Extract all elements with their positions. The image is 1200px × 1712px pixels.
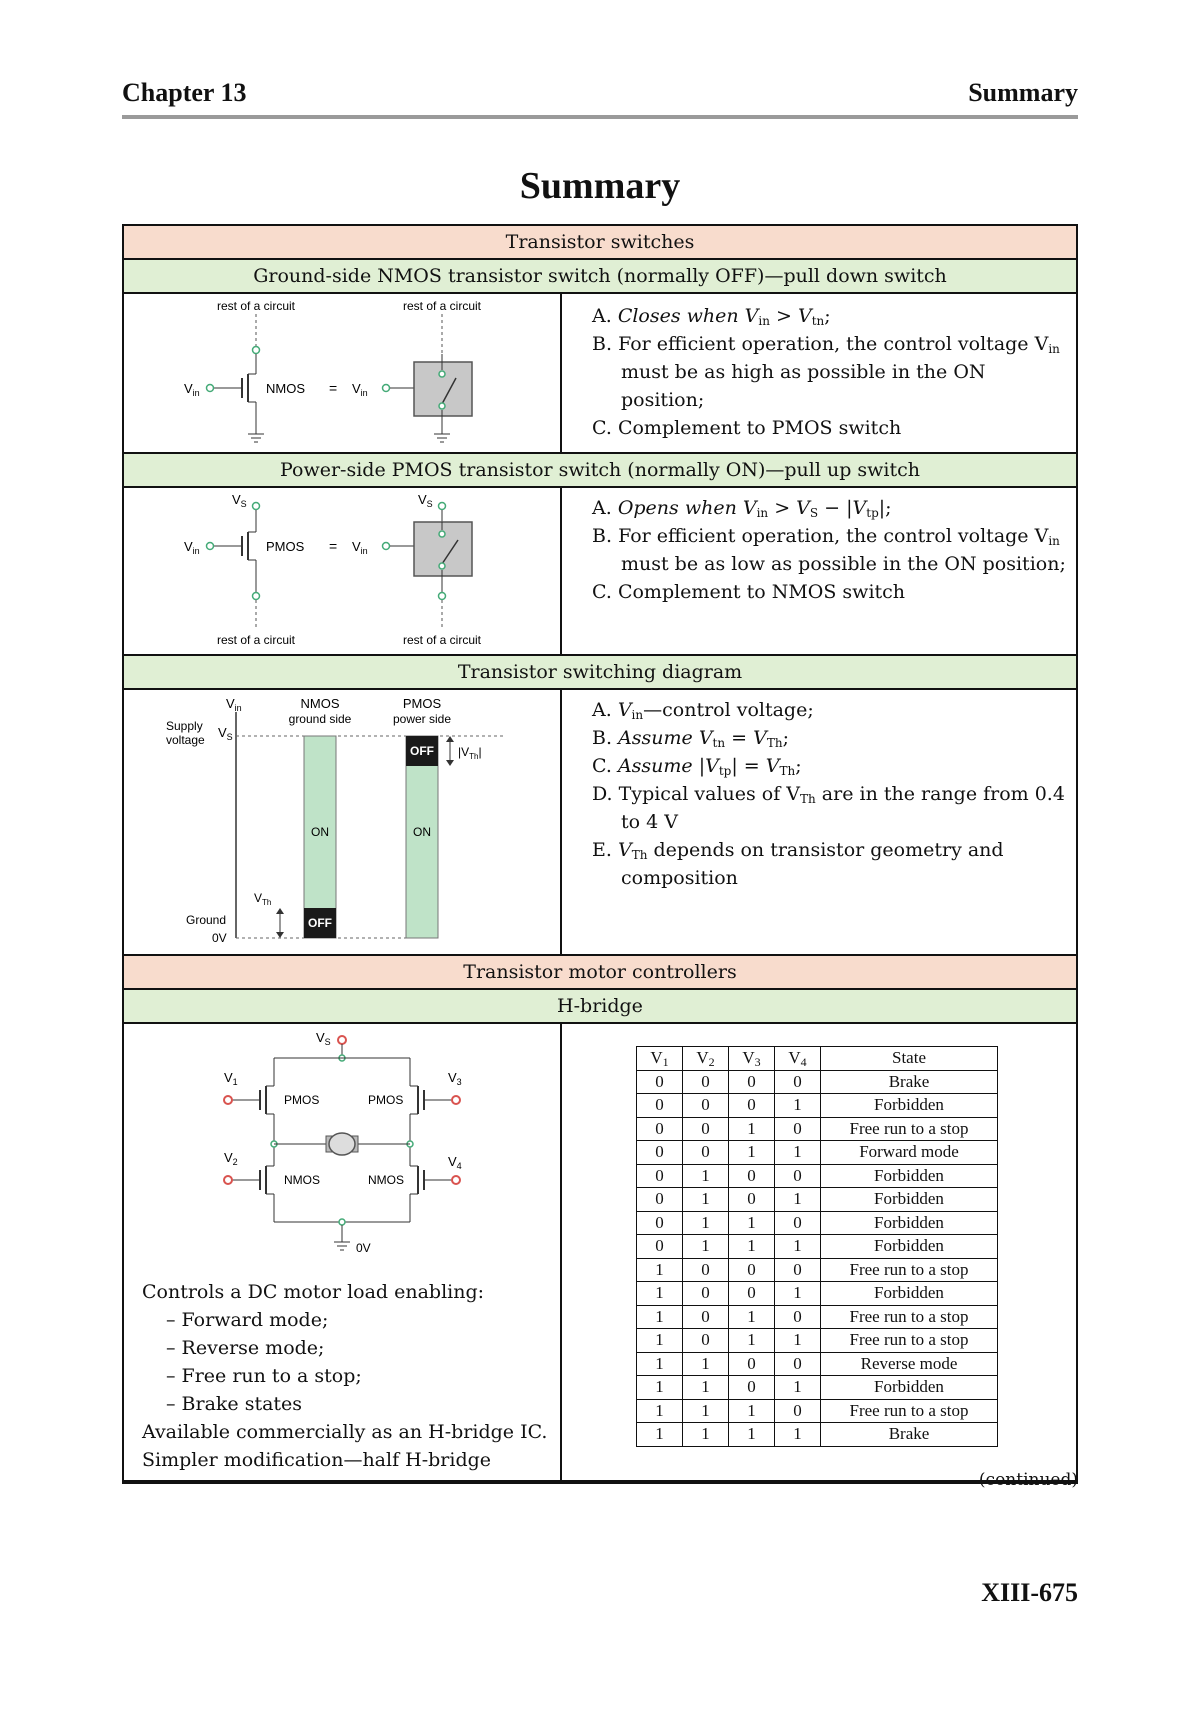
table-cell-bit: 0 xyxy=(729,1376,775,1400)
table-cell-bit: 0 xyxy=(775,1164,821,1188)
hb-gnd-label: 0V xyxy=(356,1241,371,1255)
table-cell-state: Free run to a stop xyxy=(821,1305,998,1329)
table-cell-bit: 1 xyxy=(683,1211,729,1235)
table-cell-bit: 1 xyxy=(729,1329,775,1353)
table-cell-bit: 1 xyxy=(683,1164,729,1188)
col-v3: $V_3$ xyxy=(729,1047,775,1071)
hb-pmos-right: PMOS xyxy=(368,1093,404,1107)
summary-table xyxy=(122,224,1078,1484)
pmos-row xyxy=(124,488,1076,656)
hb-text-0: Controls a DC motor load enabling: xyxy=(142,1281,485,1303)
table-cell-bit: 0 xyxy=(683,1094,729,1118)
band-transistor-switches: Transistor switches xyxy=(124,226,1076,260)
table-cell-bit: 1 xyxy=(637,1329,683,1353)
table-cell-bit: 0 xyxy=(683,1305,729,1329)
table-cell-bit: 1 xyxy=(775,1376,821,1400)
sw-pmos-head: PMOS xyxy=(402,696,442,711)
pmos-figure xyxy=(124,488,562,654)
table-row xyxy=(637,1070,998,1094)
table-cell-bit: 1 xyxy=(729,1305,775,1329)
nmos-top-label-2: rest of a circuit xyxy=(402,299,482,313)
table-cell-state: Forbidden xyxy=(821,1282,998,1306)
table-cell-state: Forward mode xyxy=(821,1141,998,1165)
table-cell-state: Brake xyxy=(821,1070,998,1094)
table-cell-bit: 1 xyxy=(683,1352,729,1376)
table-cell-state: Forbidden xyxy=(821,1094,998,1118)
pmos-name-label: PMOS xyxy=(266,539,305,554)
table-row xyxy=(637,1376,998,1400)
table-cell-bit: 0 xyxy=(729,1094,775,1118)
hb-text-1: – Forward mode; xyxy=(166,1309,329,1331)
nmos-item-c: C. Complement to PMOS switch xyxy=(592,417,902,439)
pmos-vin-label: $V_{in}$ xyxy=(184,539,200,556)
table-cell-state: Forbidden xyxy=(821,1376,998,1400)
sw-item-b: B. Assume $V_{tn} = V_{Th}$; xyxy=(592,727,789,750)
table-cell-bit: 0 xyxy=(637,1164,683,1188)
table-cell-bit: 1 xyxy=(637,1258,683,1282)
band-switching-diagram: Transistor switching diagram xyxy=(124,656,1076,690)
table-cell-bit: 0 xyxy=(775,1399,821,1423)
table-row xyxy=(637,1305,998,1329)
table-cell-bit: 1 xyxy=(729,1423,775,1447)
hbridge-figure xyxy=(124,1024,562,1480)
table-row xyxy=(637,1352,998,1376)
table-cell-bit: 0 xyxy=(729,1164,775,1188)
truth-table-header xyxy=(637,1047,998,1071)
table-cell-bit: 0 xyxy=(775,1352,821,1376)
band-h-bridge: H-bridge xyxy=(124,990,1076,1024)
table-cell-bit: 0 xyxy=(729,1282,775,1306)
hb-text-2: – Reverse mode; xyxy=(166,1337,325,1359)
continued-note: (continued) xyxy=(978,1470,1078,1490)
table-cell-bit: 1 xyxy=(775,1235,821,1259)
table-cell-state: Forbidden xyxy=(821,1235,998,1259)
table-cell-bit: 1 xyxy=(775,1141,821,1165)
table-cell-state: Free run to a stop xyxy=(821,1329,998,1353)
nmos-name-label: NMOS xyxy=(266,381,305,396)
pmos-equals: = xyxy=(329,538,338,554)
band-pmos-switch: Power-side PMOS transistor switch (normally ON)—pull up switch xyxy=(124,454,1076,488)
nmos-on-label: ON xyxy=(311,825,329,839)
nmos-vin-label: $V_{in}$ xyxy=(184,381,200,398)
table-row xyxy=(637,1235,998,1259)
pmos-switch-diagram xyxy=(124,488,560,654)
table-cell-bit: 0 xyxy=(683,1117,729,1141)
table-row xyxy=(637,1164,998,1188)
table-cell-bit: 1 xyxy=(683,1235,729,1259)
table-cell-bit: 0 xyxy=(775,1117,821,1141)
table-cell-bit: 1 xyxy=(683,1423,729,1447)
nmos-off-label: OFF xyxy=(308,916,332,930)
table-cell-bit: 1 xyxy=(775,1423,821,1447)
table-row xyxy=(637,1423,998,1447)
nmos-equals: = xyxy=(329,380,338,396)
table-row xyxy=(637,1188,998,1212)
header-rule xyxy=(122,115,1078,119)
hb-text-3: – Free run to a stop; xyxy=(166,1365,362,1387)
nmos-figure xyxy=(124,294,562,452)
table-row xyxy=(637,1329,998,1353)
hb-vs-label: $V_S$ xyxy=(316,1030,331,1047)
hb-v1-label: $V_1$ xyxy=(224,1070,238,1087)
nmos-switch-diagram xyxy=(124,294,560,452)
pmos-switch-vs-label: $V_S$ xyxy=(418,492,433,509)
sw-nmos-head: NMOS xyxy=(300,696,340,711)
hb-text-4: – Brake states xyxy=(166,1393,303,1415)
table-cell-bit: 0 xyxy=(637,1211,683,1235)
pmos-bottom-label-2: rest of a circuit xyxy=(402,633,482,647)
hbridge-row xyxy=(124,1024,1076,1480)
sw-vth-label: $V_{Th}$ xyxy=(254,891,272,907)
table-cell-bit: 0 xyxy=(729,1188,775,1212)
col-v4: $V_4$ xyxy=(775,1047,821,1071)
table-cell-bit: 0 xyxy=(729,1352,775,1376)
table-cell-bit: 0 xyxy=(637,1117,683,1141)
table-row xyxy=(637,1117,998,1141)
table-cell-bit: 1 xyxy=(729,1117,775,1141)
table-cell-state: Reverse mode xyxy=(821,1352,998,1376)
table-bottom-rule xyxy=(124,1480,1076,1482)
hb-nmos-right: NMOS xyxy=(368,1173,404,1187)
table-cell-bit: 0 xyxy=(775,1070,821,1094)
sw-ground-label: Ground xyxy=(186,913,227,927)
pmos-vs-label: $V_S$ xyxy=(232,492,247,509)
table-cell-bit: 0 xyxy=(637,1188,683,1212)
sw-nmos-sub: ground side xyxy=(288,712,352,726)
nmos-notes xyxy=(562,294,1076,452)
table-cell-bit: 1 xyxy=(637,1376,683,1400)
col-v1: $V_1$ xyxy=(637,1047,683,1071)
page-number: XIII-675 xyxy=(981,1578,1078,1607)
nmos-top-label-1: rest of a circuit xyxy=(216,299,296,313)
switching-diagram xyxy=(124,690,560,954)
sw-item-d: D. Typical values of $V_{Th}$ are in the range from 0.4 to 4 V xyxy=(592,783,1065,833)
hb-v2-label: $V_2$ xyxy=(224,1150,238,1167)
table-row xyxy=(637,1141,998,1165)
hb-v3-label: $V_3$ xyxy=(448,1070,462,1087)
table-cell-bit: 1 xyxy=(775,1329,821,1353)
col-state: State xyxy=(821,1047,998,1071)
table-cell-bit: 0 xyxy=(775,1258,821,1282)
table-cell-bit: 1 xyxy=(637,1352,683,1376)
table-cell-bit: 0 xyxy=(683,1282,729,1306)
table-cell-bit: 1 xyxy=(683,1376,729,1400)
pmos-switch-vin-label: $V_{in}$ xyxy=(352,539,368,556)
sw-zero-label: 0V xyxy=(212,931,227,945)
table-cell-bit: 0 xyxy=(729,1070,775,1094)
table-row xyxy=(637,1282,998,1306)
motor-icon xyxy=(329,1133,355,1155)
table-cell-bit: 1 xyxy=(729,1141,775,1165)
sw-item-a: A. $V_{in}—control$ voltage; xyxy=(592,699,814,722)
table-row xyxy=(637,1399,998,1423)
table-cell-bit: 0 xyxy=(637,1235,683,1259)
band-motor-controllers: Transistor motor controllers xyxy=(124,956,1076,990)
table-cell-state: Free run to a stop xyxy=(821,1117,998,1141)
sw-supply-1: Supply xyxy=(166,719,203,733)
nmos-row xyxy=(124,294,1076,454)
hb-text-6: Simpler modification—half H-bridge xyxy=(142,1449,492,1471)
sw-item-c: C. Assume $|V_{tp}| = V_{Th}$; xyxy=(592,755,802,778)
sw-item-e: E. $V_{Th}$ depends on transistor geometry and composition xyxy=(592,839,1004,889)
section-label: Summary xyxy=(968,78,1078,107)
table-cell-state: Free run to a stop xyxy=(821,1399,998,1423)
sw-vs-label: $V_S$ xyxy=(218,725,233,742)
hb-text-5: Available commercially as an H-bridge IC. xyxy=(142,1421,548,1443)
table-cell-state: Forbidden xyxy=(821,1211,998,1235)
table-row xyxy=(637,1211,998,1235)
table-cell-bit: 0 xyxy=(683,1329,729,1353)
sw-supply-2: voltage xyxy=(166,733,205,747)
nmos-switch-vin-label: $V_{in}$ xyxy=(352,381,368,398)
nmos-item-a: A. Closes when $V_{in} > V_{tn}$; xyxy=(592,305,831,328)
hbridge-table-cell xyxy=(562,1024,1076,1480)
table-cell-bit: 1 xyxy=(683,1399,729,1423)
band-nmos-switch: Ground-side NMOS transistor switch (normally OFF)—pull down switch xyxy=(124,260,1076,294)
sw-vin-label: $V_{in}$ xyxy=(226,696,242,713)
switching-notes xyxy=(562,690,1076,954)
table-cell-bit: 1 xyxy=(683,1188,729,1212)
pmos-on-label: ON xyxy=(413,825,431,839)
table-cell-bit: 1 xyxy=(637,1423,683,1447)
table-cell-state: Forbidden xyxy=(821,1164,998,1188)
hb-v4-label: $V_4$ xyxy=(448,1154,462,1171)
pmos-item-c: C. Complement to NMOS switch xyxy=(592,581,906,603)
pmos-bottom-label-1: rest of a circuit xyxy=(216,633,296,647)
h-bridge-truth-table xyxy=(636,1046,998,1447)
chapter-label: Chapter 13 xyxy=(122,78,247,107)
table-cell-bit: 1 xyxy=(775,1282,821,1306)
table-cell-state: Free run to a stop xyxy=(821,1258,998,1282)
table-cell-bit: 1 xyxy=(637,1399,683,1423)
table-cell-bit: 0 xyxy=(775,1305,821,1329)
table-cell-bit: 0 xyxy=(683,1070,729,1094)
pmos-off-label: OFF xyxy=(410,744,434,758)
table-cell-bit: 1 xyxy=(775,1094,821,1118)
table-cell-bit: 0 xyxy=(637,1070,683,1094)
table-row xyxy=(637,1258,998,1282)
table-cell-bit: 1 xyxy=(637,1282,683,1306)
table-cell-state: Brake xyxy=(821,1423,998,1447)
table-cell-bit: 0 xyxy=(637,1094,683,1118)
table-cell-bit: 1 xyxy=(729,1399,775,1423)
pmos-item-b: B. For efficient operation, the control voltage $V_{in}$ must be as low as possible in the ON position; xyxy=(592,525,1066,575)
table-cell-bit: 0 xyxy=(729,1258,775,1282)
table-cell-bit: 1 xyxy=(775,1188,821,1212)
sw-vth-abs-label: $|V_{Th}|$ xyxy=(458,745,482,761)
pmos-notes xyxy=(562,488,1076,654)
table-cell-bit: 1 xyxy=(637,1305,683,1329)
col-v2: $V_2$ xyxy=(683,1047,729,1071)
table-cell-state: Forbidden xyxy=(821,1188,998,1212)
nmos-item-b: B. For efficient operation, the control voltage $V_{in}$ must be as high as possible in the ON position; xyxy=(592,333,1060,411)
table-cell-bit: 1 xyxy=(729,1235,775,1259)
hb-pmos-left: PMOS xyxy=(284,1093,320,1107)
sw-pmos-sub: power side xyxy=(392,712,452,726)
switching-row xyxy=(124,690,1076,956)
table-row xyxy=(637,1094,998,1118)
table-cell-bit: 0 xyxy=(637,1141,683,1165)
page-title: Summary xyxy=(519,165,681,207)
switching-figure xyxy=(124,690,562,954)
h-bridge-diagram xyxy=(124,1024,560,1274)
table-cell-bit: 0 xyxy=(683,1141,729,1165)
table-cell-bit: 0 xyxy=(775,1211,821,1235)
table-cell-bit: 1 xyxy=(729,1211,775,1235)
pmos-item-a: A. Opens when $V_{in} > V_S - |V_{tp}|$; xyxy=(592,497,892,520)
hbridge-description xyxy=(142,1278,547,1474)
table-cell-bit: 0 xyxy=(683,1258,729,1282)
hb-nmos-left: NMOS xyxy=(284,1173,320,1187)
